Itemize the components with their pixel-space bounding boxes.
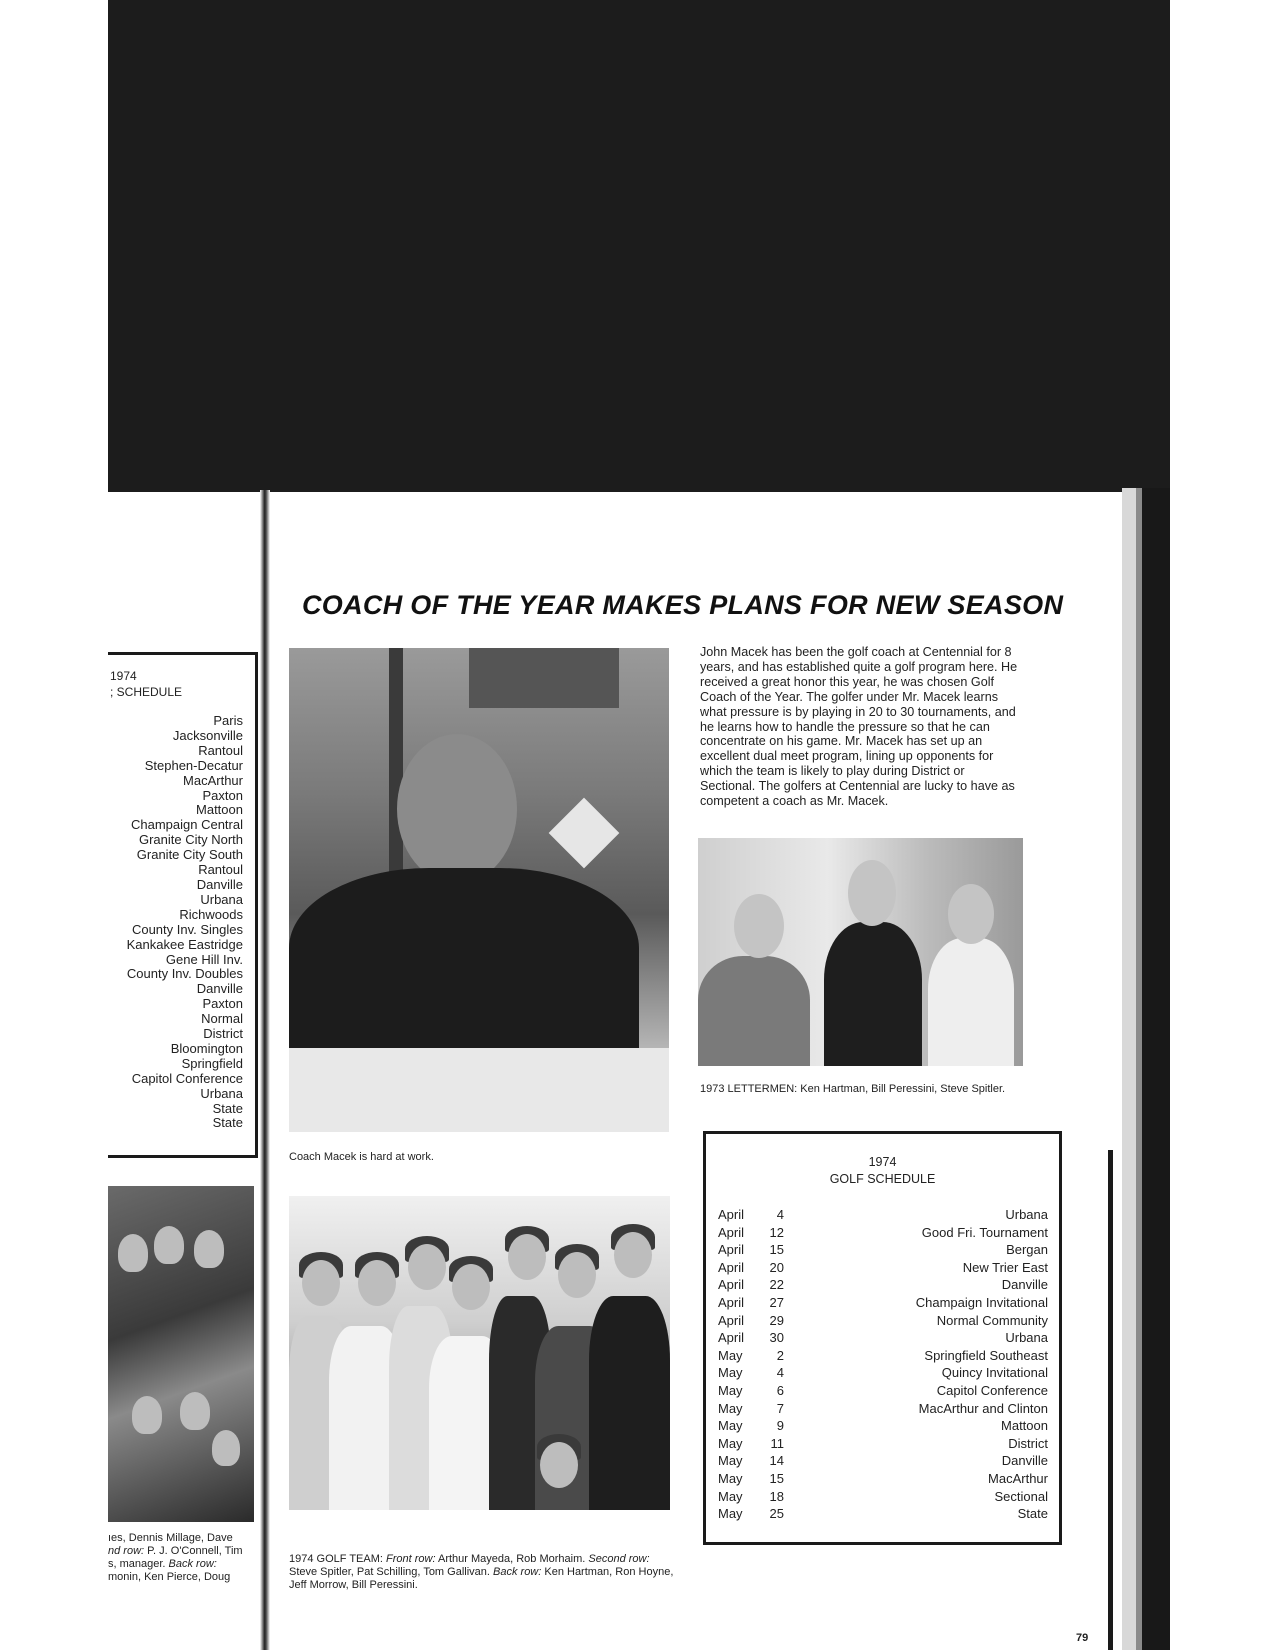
left-caption-emphasis: nd row: (108, 1545, 145, 1557)
schedule-opponent: Capitol Conference (936, 1382, 1048, 1398)
schedule-opponent: District (1008, 1435, 1048, 1451)
left-schedule-item: Paxton (202, 787, 243, 803)
schedule-opponent: Champaign Invitational (915, 1294, 1048, 1310)
left-caption-line (108, 1532, 258, 1545)
left-schedule-item: State (212, 1115, 243, 1131)
left-schedule-item: Paxton (202, 996, 243, 1012)
schedule-row (718, 1347, 1048, 1365)
left-schedule-title: ; SCHEDULE (110, 685, 183, 699)
book-gutter (260, 490, 270, 1650)
schedule-row (718, 1470, 1048, 1488)
left-schedule-item: MacArthur (183, 772, 243, 788)
schedule-row (718, 1241, 1048, 1259)
schedule-month: May (718, 1506, 743, 1522)
left-schedule-item: Urbana (200, 1085, 243, 1101)
schedule-month: April (718, 1312, 745, 1328)
schedule-day: 12 (769, 1224, 784, 1240)
schedule-month: May (718, 1453, 743, 1469)
coach-photo (289, 648, 669, 1132)
schedule-day: 6 (776, 1382, 784, 1398)
golf-schedule-title: GOLF SCHEDULE (829, 1172, 936, 1186)
left-schedule-item: Urbana (200, 891, 243, 907)
left-schedule-item: Mattoon (196, 802, 243, 818)
schedule-row (718, 1435, 1048, 1453)
schedule-month: April (718, 1207, 745, 1222)
schedule-opponent: Mattoon (1001, 1418, 1048, 1434)
schedule-row (718, 1505, 1048, 1523)
left-schedule-item: Danville (196, 876, 243, 892)
left-team-caption (108, 1532, 258, 1584)
left-caption-text: P. J. O'Connell, Tim (144, 1545, 243, 1557)
left-schedule-item: State (212, 1100, 243, 1116)
schedule-month: May (718, 1418, 743, 1434)
coach-caption: Coach Macek is hard at work. (289, 1151, 434, 1163)
schedule-day: 4 (776, 1365, 784, 1381)
schedule-month: May (718, 1400, 743, 1416)
left-caption-line (108, 1558, 258, 1571)
schedule-opponent: Urbana (1005, 1207, 1048, 1222)
schedule-day: 2 (776, 1347, 784, 1363)
left-schedule-list (127, 714, 243, 1131)
schedule-opponent: Springfield Southeast (924, 1347, 1048, 1363)
golf-schedule-heading (706, 1154, 1059, 1188)
schedule-row (718, 1259, 1048, 1277)
left-schedule-year: 1974 (110, 669, 137, 683)
left-schedule-item: Paris (213, 713, 243, 728)
schedule-day: 29 (769, 1312, 784, 1328)
left-schedule-item: Granite City South (136, 847, 243, 863)
team-photo (289, 1196, 670, 1510)
lettermen-caption: 1973 LETTERMEN: Ken Hartman, Bill Peressini, Steve Spitler. (700, 1083, 1006, 1095)
schedule-day: 22 (769, 1277, 784, 1293)
schedule-opponent: Danville (1001, 1453, 1048, 1469)
page-edge-bar (1108, 1150, 1113, 1650)
schedule-row (718, 1417, 1048, 1435)
schedule-month: April (718, 1242, 745, 1258)
left-caption-line (108, 1545, 258, 1558)
left-schedule-item: Richwoods (179, 906, 243, 922)
left-schedule-item: Danville (196, 981, 243, 997)
schedule-row (718, 1312, 1048, 1330)
page-number: 79 (1076, 1632, 1089, 1644)
schedule-day: 11 (770, 1435, 784, 1451)
schedule-day: 20 (769, 1259, 784, 1275)
dark-background (108, 0, 1170, 492)
schedule-opponent: Normal Community (936, 1312, 1048, 1328)
schedule-day: 4 (776, 1207, 784, 1222)
schedule-month: May (718, 1470, 743, 1486)
left-caption-line (108, 1571, 258, 1584)
schedule-row (718, 1224, 1048, 1242)
schedule-month: April (718, 1294, 745, 1310)
left-caption-text: ıes, Dennis Millage, Dave (108, 1532, 233, 1544)
left-schedule-item: District (203, 1026, 243, 1042)
page-title: COACH OF THE YEAR MAKES PLANS FOR NEW SEASON (302, 590, 1064, 620)
schedule-month: May (718, 1365, 743, 1381)
left-schedule-item: Bloomington (170, 1040, 243, 1056)
schedule-day: 9 (776, 1418, 784, 1434)
schedule-opponent: New Trier East (962, 1259, 1048, 1275)
schedule-row (718, 1206, 1048, 1224)
schedule-month: April (718, 1330, 745, 1346)
left-schedule-item: Normal (201, 1011, 243, 1027)
left-caption-text: s, manager. (108, 1558, 169, 1570)
schedule-row (718, 1400, 1048, 1418)
schedule-month: May (718, 1382, 743, 1398)
schedule-row (718, 1276, 1048, 1294)
schedule-opponent: Sectional (994, 1488, 1048, 1504)
schedule-opponent: Urbana (1005, 1330, 1048, 1346)
schedule-month: May (718, 1435, 743, 1451)
left-caption-text: monin, Ken Pierce, Doug (108, 1571, 231, 1583)
left-schedule-item: County Inv. Doubles (126, 966, 243, 982)
lettermen-photo (698, 838, 1023, 1066)
schedule-opponent: State (1017, 1506, 1048, 1522)
schedule-day: 27 (769, 1294, 784, 1310)
schedule-day: 14 (769, 1453, 784, 1469)
left-schedule-item: Stephen-Decatur (144, 757, 243, 773)
schedule-row (718, 1364, 1048, 1382)
left-schedule-item: Kankakee Eastridge (126, 936, 243, 952)
intro-paragraph: John Macek has been the golf coach at Centennial for 8 years, and has established quite a golf program here. He received a great honor this year, he was chosen Golf Coach of the Year. The golfer under Mr. Macek learns what pressure is by playing in 20 to 30 tournaments, and he learns how to handle the pressure so that he can concentrate on his game. Mr. Macek has set up an excellent dual meet program, lining up opponents for which the team is likely to play during District or Sectional. The golfers at Centennial are lucky to have as competent a coach as Mr. Macek. (700, 645, 1018, 809)
left-team-photo (108, 1186, 254, 1522)
schedule-month: May (718, 1347, 743, 1363)
schedule-day: 25 (769, 1506, 784, 1522)
left-schedule-item: Gene Hill Inv. (165, 951, 243, 967)
schedule-opponent: Quincy Invitational (941, 1365, 1048, 1381)
golf-schedule-year: 1974 (868, 1155, 897, 1169)
left-schedule-item: Granite City North (138, 832, 243, 848)
schedule-opponent: MacArthur and Clinton (918, 1400, 1048, 1416)
schedule-day: 15 (769, 1470, 784, 1486)
left-schedule-item: Jacksonville (172, 727, 243, 743)
schedule-row (718, 1382, 1048, 1400)
left-caption-emphasis: Back row: (168, 1558, 217, 1570)
left-schedule-item: Springfield (181, 1055, 243, 1071)
left-schedule-item: Champaign Central (130, 817, 243, 833)
left-schedule-heading (110, 668, 182, 700)
schedule-row (718, 1452, 1048, 1470)
schedule-month: May (718, 1488, 743, 1504)
left-schedule-item: Capitol Conference (131, 1070, 243, 1086)
schedule-row (718, 1294, 1048, 1312)
golf-schedule-rows (718, 1206, 1048, 1523)
team-caption: 1974 GOLF TEAM: Front row: Arthur Mayeda, Rob Morhaim. Second row: Steve Spitler, Pat Schilling, Tom Gallivan. Back row: Ken Hartman, Ron Hoyne, Jeff Morrow, Bill Peressini. (289, 1553, 674, 1591)
schedule-opponent: Danville (1001, 1277, 1048, 1293)
schedule-month: April (718, 1277, 745, 1293)
golf-schedule-box (703, 1131, 1062, 1545)
schedule-month: April (718, 1259, 745, 1275)
left-schedule-item: Rantoul (198, 862, 243, 878)
left-schedule-item: County Inv. Singles (131, 921, 243, 937)
schedule-opponent: Bergan (1006, 1242, 1048, 1258)
schedule-day: 7 (776, 1400, 784, 1416)
schedule-month: April (718, 1224, 745, 1240)
left-schedule-item: Rantoul (198, 742, 243, 758)
schedule-day: 30 (769, 1330, 784, 1346)
schedule-row (718, 1329, 1048, 1347)
schedule-day: 18 (769, 1488, 784, 1504)
schedule-opponent: MacArthur (988, 1470, 1048, 1486)
schedule-opponent: Good Fri. Tournament (921, 1224, 1048, 1240)
schedule-row (718, 1488, 1048, 1506)
page-edge (1122, 488, 1170, 1650)
schedule-day: 15 (769, 1242, 784, 1258)
